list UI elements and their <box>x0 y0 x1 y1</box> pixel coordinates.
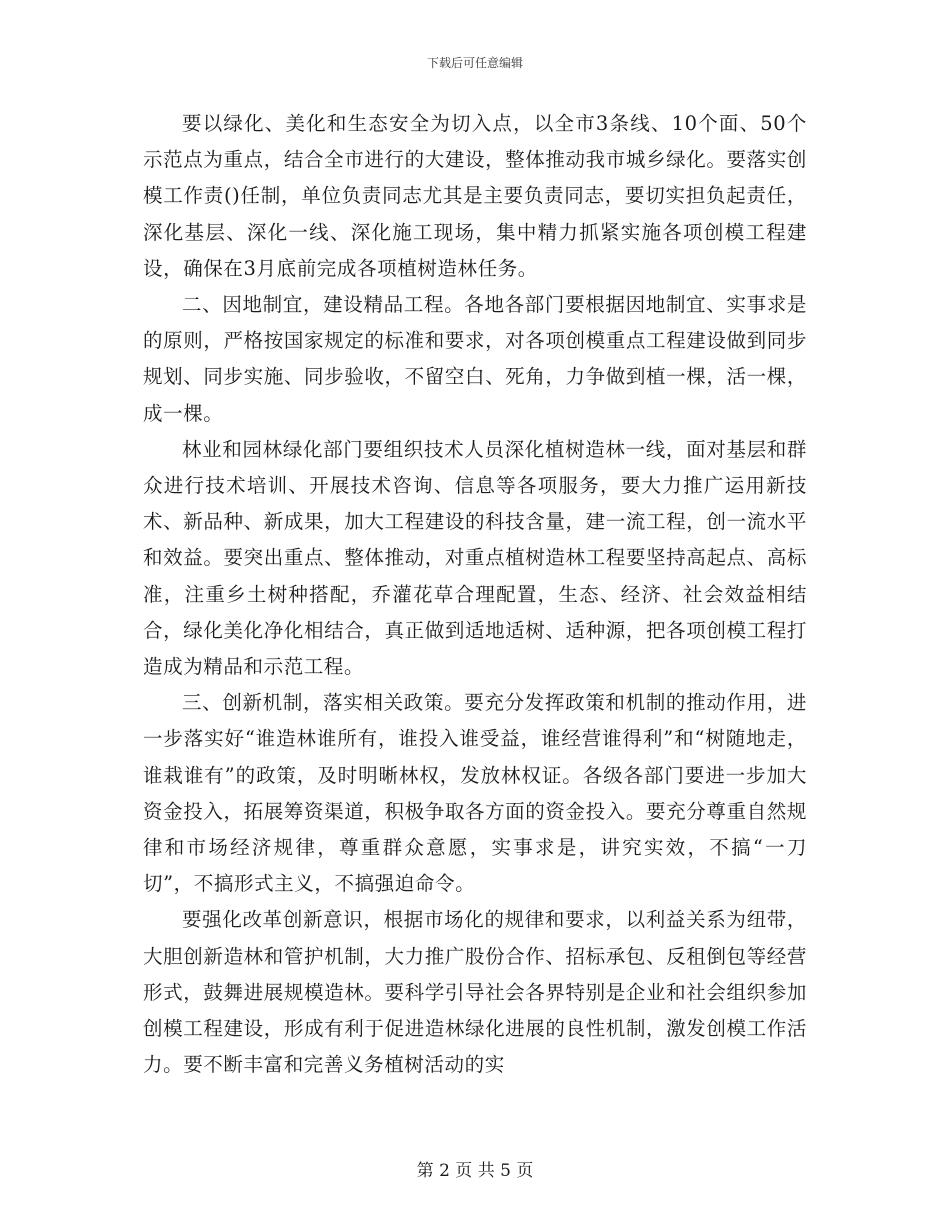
page-header: 下载后可任意编辑 <box>426 56 523 70</box>
paragraph-3: 林业和园林绿化部门要组织技术人员深化植树造林一线，面对基层和群众进行技术培训、开展技术咨询、信息等各项服务，要大力推广运用新技术、新品种、新成果，加大工程建设的科技含量，建一流工程，创一流水平和效益。要突出重点、整体推动，对重点植树造林工程要坚持高起点、高标准，注重乡土树种搭配，乔灌花草合理配置，生态、经济、社会效益相结合，绿化美化净化相结合，真正做到适地适树、适种源，把各项创模工程打造成为精品和示范工程。 <box>143 437 807 679</box>
page-number-footer: 第 2 页 共 5 页 <box>416 1161 534 1181</box>
paragraph-1: 要以绿化、美化和生态安全为切入点，以全市3条线、10个面、50个示范点为重点，结合全市进行的大建设，整体推动我市城乡绿化。要落实创模工作责()任制，单位负责同志尤其是主要负责同志，要切实担负起责任，深化基层、深化一线、深化施工现场，集中精力抓紧实施各项创模工程建设，确保在3月底前完成各项植树造林任务。 <box>143 112 807 280</box>
paragraph-2: 二、因地制宜，建设精品工程。各地各部门要根据因地制宜、实事求是的原则，严格按国家规定的标准和要求，对各项创模重点工程建设做到同步规划、同步实施、同步验收，不留空白、死角，力争做到植一棵，活一棵，成一棵。 <box>143 293 807 425</box>
paragraph-4: 三、创新机制，落实相关政策。要充分发挥政策和机制的推动作用，进一步落实好“谁造林谁所有，谁投入谁受益，谁经营谁得利”和“树随地走，谁栽谁有”的政策，及时明晰林权，发放林权证。各级各部门要进一步加大资金投入，拓展筹资渠道，积极争取各方面的资金投入。要充分尊重自然规律和市场经济规律，尊重群众意愿，实事求是，讲究实效，不搞“一刀切”，不搞形式主义，不搞强迫命令。 <box>143 691 807 896</box>
paragraph-5: 要强化改革创新意识，根据市场化的规律和要求，以利益关系为纽带，大胆创新造林和管护机制，大力推广股份合作、招标承包、反租倒包等经营形式，鼓舞进展规模造林。要科学引导社会各界特别是企业和社会组织参加创模工程建设，形成有利于促进造林绿化进展的良性机制，激发创模工作活力。要不断丰富和完善义务植树活动的实 <box>143 908 807 1077</box>
document-body <box>143 106 807 1083</box>
